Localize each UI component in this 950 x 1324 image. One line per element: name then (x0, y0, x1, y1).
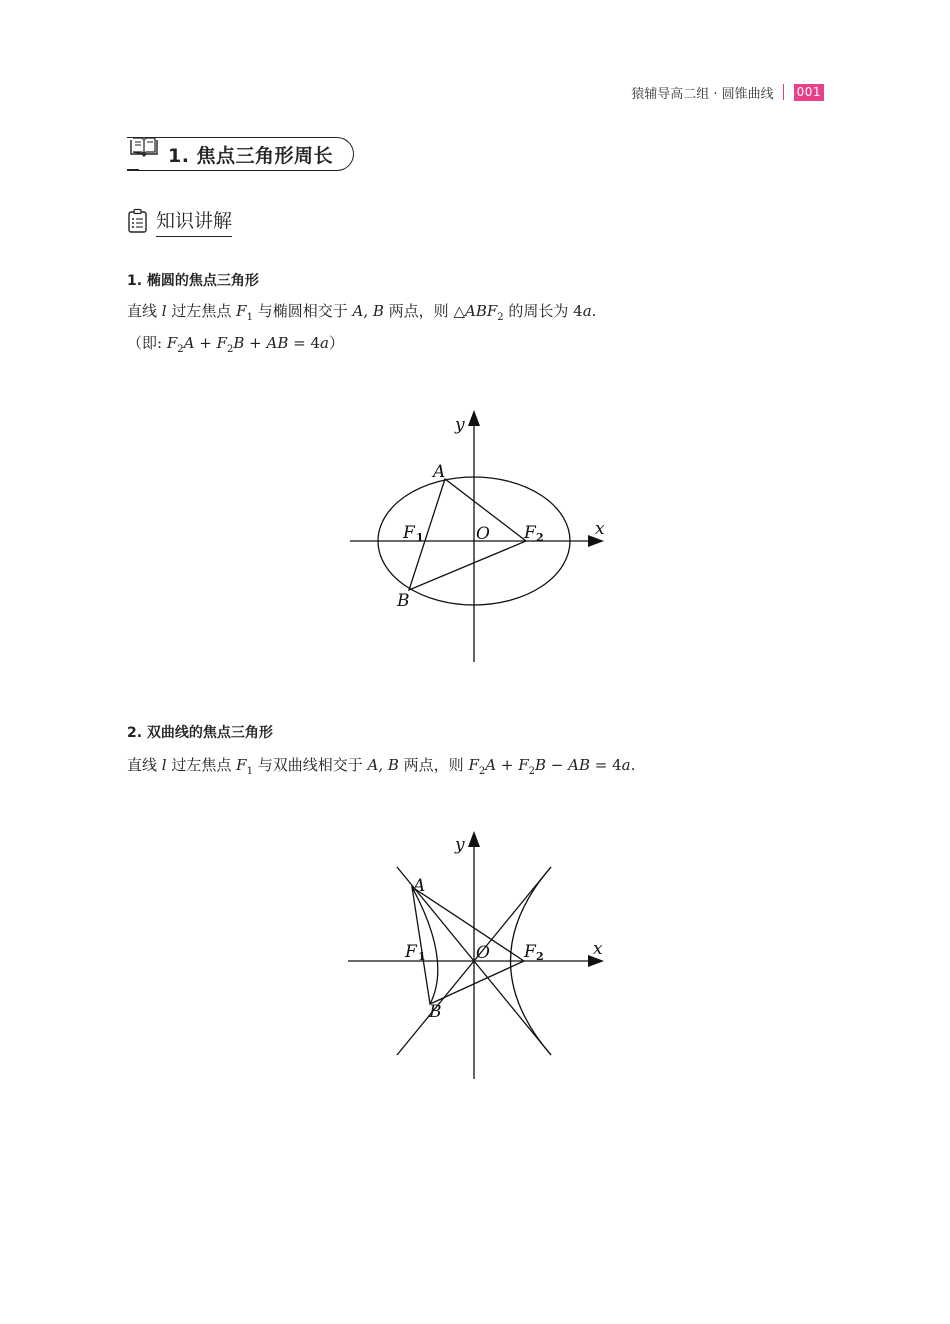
label-F2-sub: 2 (536, 531, 544, 544)
label-F1: F (403, 523, 415, 543)
y-axis-arrow (468, 831, 480, 847)
label-y: y (455, 415, 465, 435)
page-header (631, 82, 824, 102)
ellipse-focal-triangle-figure (340, 400, 620, 670)
label-F1-sub: 1 (418, 950, 426, 963)
page-number: 001 (794, 84, 824, 101)
label-A: A (413, 876, 426, 896)
open-book-icon (129, 137, 159, 159)
item1-line2: （即: $F_2A + F_2B$ + AB = 4a） (127, 334, 344, 355)
label-O: O (476, 524, 490, 544)
label-x: x (593, 939, 603, 959)
item1-line1: 直线 l 过左焦点 $F_1$ 与椭圆相交于 A, B 两点，则 $\triangle ABF_2$ 的周长为 4a. (127, 302, 597, 323)
label-A: A (433, 462, 446, 482)
section-title-underline (127, 169, 139, 171)
item2-line1: 直线 l 过左焦点 $F_1$ 与双曲线相交于 A, B 两点，则 $F_2A + F_2B$ − AB = 4a. (127, 756, 636, 777)
clipboard-icon (127, 208, 149, 234)
header-divider (783, 84, 784, 100)
focal-triangle (412, 887, 524, 1004)
focal-triangle (409, 479, 526, 590)
item1-heading: 1. 椭圆的焦点三角形 (127, 273, 259, 289)
label-F1-sub: 1 (416, 531, 424, 544)
y-axis-arrow (468, 410, 480, 426)
label-F1: F (405, 942, 417, 962)
header-text: 猿辅导高二组 · 圆锥曲线 (631, 86, 774, 102)
subsection-title-text: 知识讲解 (156, 206, 232, 237)
label-F2-sub: 2 (536, 950, 544, 963)
hyperbola-focal-triangle-figure (340, 820, 620, 1090)
label-F2: F (524, 523, 536, 543)
label-F2: F (524, 942, 536, 962)
label-x: x (595, 519, 605, 539)
label-O: O (476, 943, 490, 963)
section-title-text: 1. 焦点三角形周长 (168, 145, 334, 167)
label-B: B (397, 591, 410, 611)
item2-heading: 2. 双曲线的焦点三角形 (127, 725, 273, 741)
label-B: B (429, 1002, 442, 1022)
label-y: y (455, 835, 465, 855)
